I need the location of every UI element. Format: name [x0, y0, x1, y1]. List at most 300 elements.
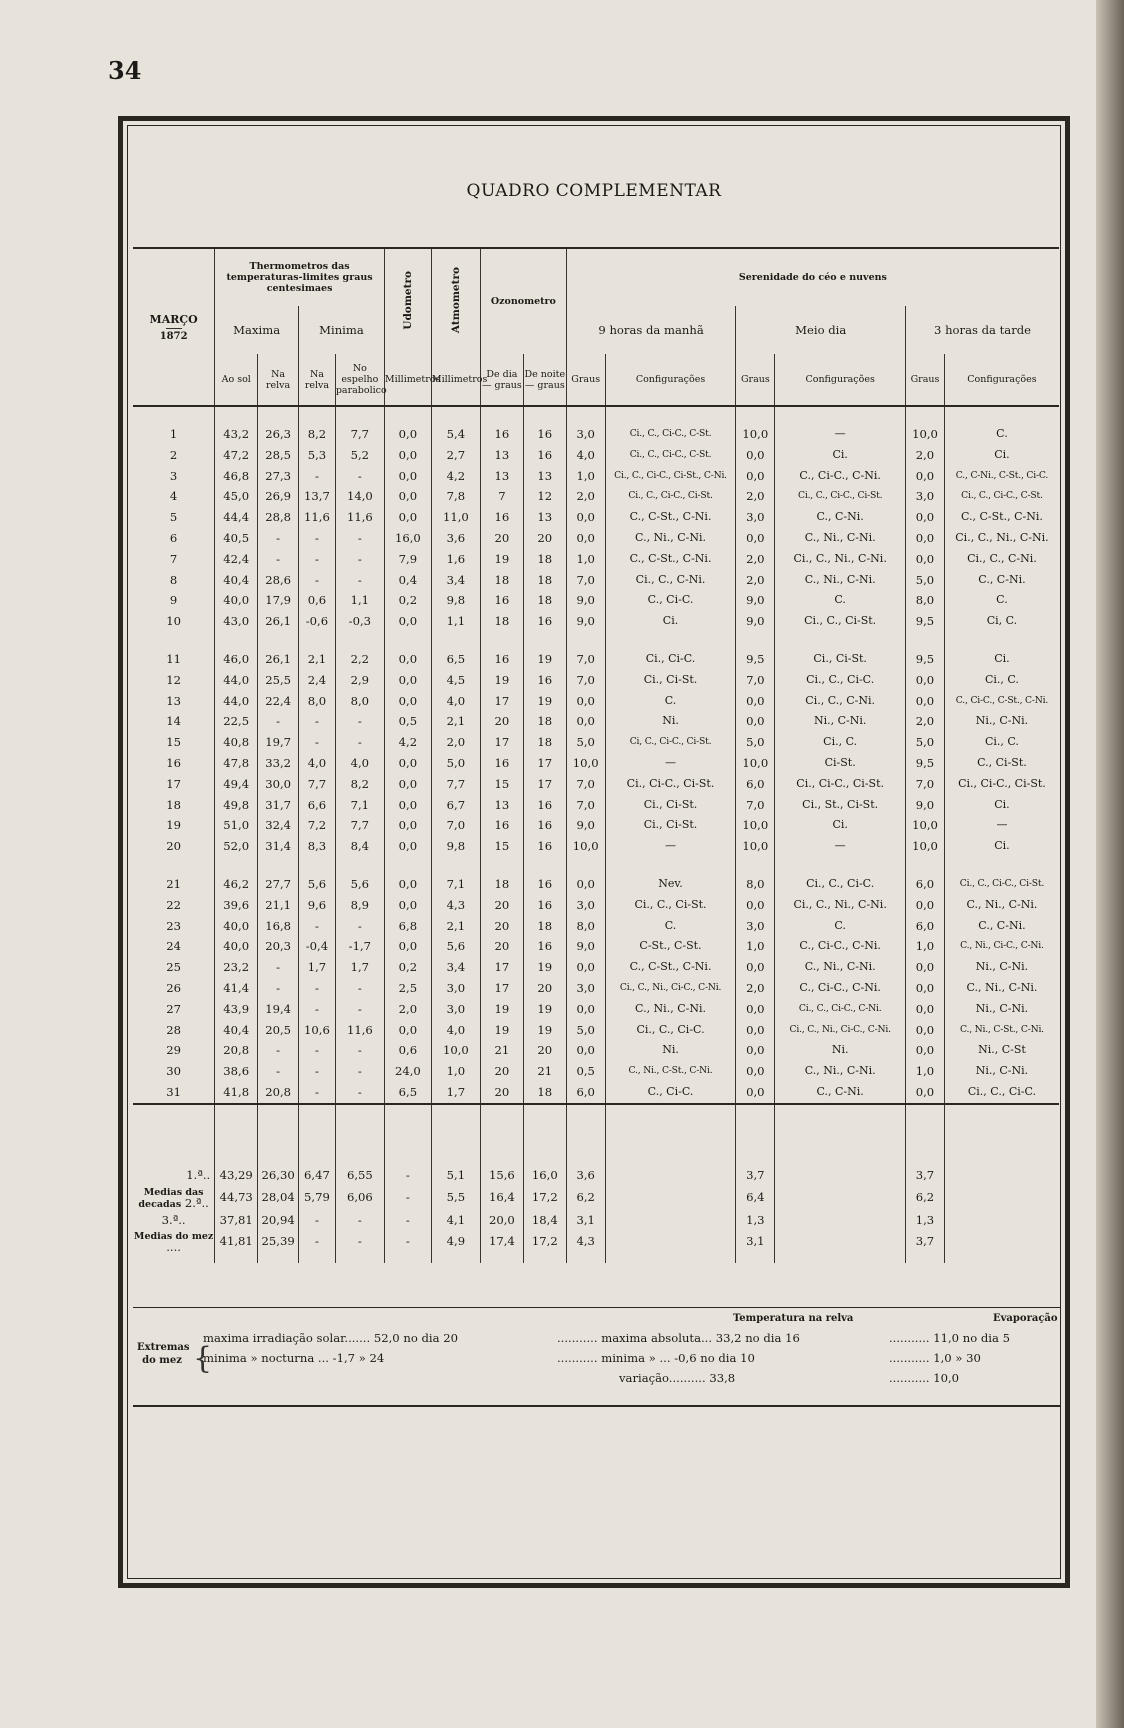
cell: Ci-St. — [775, 753, 906, 774]
cell: C., C-Ni. — [944, 916, 1059, 937]
cell: 6,6 — [299, 795, 336, 816]
cell: - — [299, 1040, 336, 1061]
row-label — [133, 1186, 215, 1210]
cell: 30,0 — [258, 774, 299, 795]
table-row — [133, 570, 1059, 591]
cell: 0,0 — [906, 691, 945, 712]
cell: 1,0 — [906, 1061, 945, 1082]
cell: 6,55 — [335, 1165, 384, 1186]
cell: - — [299, 978, 336, 999]
na-relva-max-header: Na relva — [258, 354, 299, 406]
cell: 9,5 — [906, 611, 945, 632]
cell: 3,7 — [736, 1165, 775, 1186]
cell: 19 — [523, 999, 566, 1020]
cell: 10,0 — [431, 1040, 480, 1061]
cell: 0,0 — [736, 466, 775, 487]
atmometro-header: Atmometro — [431, 248, 480, 354]
cell: Ni., C-St — [944, 1040, 1059, 1061]
cell: 2,4 — [299, 670, 336, 691]
cell: 7,0 — [431, 815, 480, 836]
cell: 10,0 — [566, 753, 605, 774]
cell: - — [299, 528, 336, 549]
cell: 6,5 — [384, 1082, 431, 1104]
cell: 6,0 — [906, 916, 945, 937]
cell: 0,2 — [384, 957, 431, 978]
cell: - — [299, 466, 336, 487]
cell: 0,0 — [906, 1082, 945, 1104]
cell: 47,8 — [215, 753, 258, 774]
row-label: 20 — [166, 839, 181, 854]
cell: 8,2 — [299, 424, 336, 445]
cell: Ci, C. — [944, 611, 1059, 632]
cell: 8,3 — [299, 836, 336, 857]
de-dia-header: De dia — graus — [480, 354, 523, 406]
cell: 16 — [523, 445, 566, 466]
cell: 49,4 — [215, 774, 258, 795]
cell: Ci., C. — [944, 670, 1059, 691]
table-row — [133, 874, 1059, 895]
cell: Ci., Ci-C., Ci-St. — [775, 774, 906, 795]
table-row — [133, 528, 1059, 549]
table-row — [133, 549, 1059, 570]
udo-unit-header: Millimetros — [384, 354, 431, 406]
cell: 10,0 — [736, 753, 775, 774]
cell: 0,0 — [384, 815, 431, 836]
cell: 16 — [523, 670, 566, 691]
cell: 10,0 — [906, 424, 945, 445]
cell: 26,1 — [258, 611, 299, 632]
cell: 19 — [523, 649, 566, 670]
table-body — [133, 406, 1059, 1263]
cell: 2,9 — [335, 670, 384, 691]
cell: 28,04 — [258, 1186, 299, 1210]
cell: Ci., C., Ci-C., Ci-St. — [605, 486, 736, 507]
cell: - — [335, 999, 384, 1020]
row-label: 25 — [166, 960, 181, 975]
table-frame — [118, 116, 1070, 1588]
cell: 13 — [480, 445, 523, 466]
cell: 18 — [523, 1082, 566, 1104]
month-mean-label: Medias do mez — [133, 1231, 214, 1243]
cell: 0,2 — [384, 590, 431, 611]
cell: 3,6 — [566, 1165, 605, 1186]
cell: 19 — [480, 999, 523, 1020]
cell: C., Ni., C-Ni. — [944, 978, 1059, 999]
cell: C., Ni., C-St., C-Ni. — [605, 1061, 736, 1082]
cell: 4,1 — [431, 1210, 480, 1231]
cell: 16 — [480, 649, 523, 670]
cell: 21,1 — [258, 895, 299, 916]
row-label: 27 — [166, 1001, 181, 1016]
cell: 41,8 — [215, 1082, 258, 1104]
cell: 7,0 — [566, 570, 605, 591]
cell: 16 — [480, 815, 523, 836]
row-label: 24 — [166, 939, 181, 954]
cell: 20 — [480, 936, 523, 957]
cell: 0,0 — [906, 957, 945, 978]
row-label: 6 — [169, 530, 178, 545]
row-label: 1.ª.. — [186, 1167, 211, 1182]
cell: - — [258, 1040, 299, 1061]
cell: 28,5 — [258, 445, 299, 466]
month-mean-dots: .... — [166, 1240, 181, 1255]
cell: 20 — [523, 528, 566, 549]
cell: C., Ni., C-Ni. — [775, 957, 906, 978]
cell: 4,5 — [431, 670, 480, 691]
cell: 20 — [480, 895, 523, 916]
page-number: 34 — [108, 56, 142, 85]
cell: 0,0 — [384, 874, 431, 895]
cell: 5,6 — [431, 936, 480, 957]
cell: 7,0 — [566, 795, 605, 816]
cell: 19 — [523, 1020, 566, 1041]
ext-line-3b: variação.......... 33,8 — [619, 1371, 736, 1385]
cell: 40,0 — [215, 916, 258, 937]
cell: 26,9 — [258, 486, 299, 507]
cell: 17,2 — [523, 1186, 566, 1210]
cell: 16 — [523, 611, 566, 632]
cell: 20 — [523, 1040, 566, 1061]
row-label: 13 — [166, 693, 181, 708]
table-row — [133, 507, 1059, 528]
cell: 4,9 — [431, 1230, 480, 1253]
cell: — — [775, 424, 906, 445]
cell: 0,0 — [906, 507, 945, 528]
table-row — [133, 916, 1059, 937]
cell: 4,0 — [566, 445, 605, 466]
cell: 2,0 — [736, 486, 775, 507]
cell: 0,0 — [906, 978, 945, 999]
cell: 0,0 — [566, 528, 605, 549]
cell: 31,7 — [258, 795, 299, 816]
cell: - — [299, 1210, 336, 1231]
cell: 3,0 — [566, 895, 605, 916]
cell: 0,0 — [384, 895, 431, 916]
serenidade-header: Serenidade do céo e nuvens — [566, 248, 1059, 306]
spacer-row — [133, 1253, 1059, 1263]
cell: Ci., C. — [944, 732, 1059, 753]
cell: 21 — [523, 1061, 566, 1082]
cell: - — [299, 916, 336, 937]
cell: 18 — [480, 874, 523, 895]
cell: 2,1 — [431, 916, 480, 937]
cell — [605, 1165, 736, 1186]
cell: 1,3 — [736, 1210, 775, 1231]
cell: 28,8 — [258, 507, 299, 528]
page-title: QUADRO COMPLEMENTAR — [466, 181, 722, 201]
cell: 5,79 — [299, 1186, 336, 1210]
cell: C., Ni., C-Ni. — [605, 528, 736, 549]
cell: 1,6 — [431, 549, 480, 570]
cell: Ci. — [944, 795, 1059, 816]
table-row — [133, 936, 1059, 957]
cell: 16 — [480, 507, 523, 528]
cell: 16 — [480, 424, 523, 445]
cell: C., C-Ni. — [944, 570, 1059, 591]
cell: Ci., C., Ci-C., C-St. — [944, 486, 1059, 507]
cell: 16 — [523, 895, 566, 916]
cell: 20 — [480, 916, 523, 937]
cell: 24,0 — [384, 1061, 431, 1082]
cell: - — [335, 732, 384, 753]
cell: 1,0 — [906, 936, 945, 957]
table-row — [133, 670, 1059, 691]
cell: — — [605, 753, 736, 774]
h3-header: 3 horas da tarde — [906, 306, 1059, 354]
cell: 4,2 — [431, 466, 480, 487]
meio-dia-header: Meio dia — [736, 306, 906, 354]
cell: 27,3 — [258, 466, 299, 487]
table-row — [133, 611, 1059, 632]
ext-line-2a: minima » nocturna ... -1,7 » 24 — [203, 1351, 385, 1365]
cell: Ci. — [605, 611, 736, 632]
row-label: 3 — [169, 468, 178, 483]
cell: 17,4 — [480, 1230, 523, 1253]
cell: 10,0 — [906, 815, 945, 836]
cell: 28,6 — [258, 570, 299, 591]
cell: 41,81 — [215, 1230, 258, 1253]
ext-line-1c: ........... 11,0 no dia 5 — [889, 1331, 1010, 1345]
cell: 0,0 — [566, 711, 605, 732]
cell: — — [944, 815, 1059, 836]
row-label: 5 — [169, 510, 178, 525]
cell — [775, 1165, 906, 1186]
cell: 43,9 — [215, 999, 258, 1020]
cell: C., Ni., C-Ni. — [775, 528, 906, 549]
cell: C., Ci-C., C-Ni. — [775, 978, 906, 999]
cell: Ci. — [944, 649, 1059, 670]
cell: 0,0 — [736, 691, 775, 712]
cell: C., Ni., C-Ni. — [944, 895, 1059, 916]
cell: 20 — [480, 528, 523, 549]
cell: 7,0 — [736, 795, 775, 816]
cell: 46,2 — [215, 874, 258, 895]
cell: 9,8 — [431, 590, 480, 611]
ext-line-3c: ........... 10,0 — [889, 1371, 960, 1385]
cell: Ni., C-Ni. — [775, 711, 906, 732]
cell: C., Ci-C., C-Ni. — [775, 936, 906, 957]
cell: - — [335, 1040, 384, 1061]
cell: 8,0 — [335, 691, 384, 712]
cell: 7,9 — [384, 549, 431, 570]
cell: 9,0 — [566, 815, 605, 836]
cell: 3,1 — [736, 1230, 775, 1253]
atmo-unit-header: Millimetros — [431, 354, 480, 406]
row-label: 10 — [166, 614, 181, 629]
cell: 1,7 — [335, 957, 384, 978]
cell: 0,0 — [566, 874, 605, 895]
spacer-row — [133, 632, 1059, 649]
cell: Ci., C., Ci-C., Ci-St. — [944, 874, 1059, 895]
cell: 8,0 — [566, 916, 605, 937]
cell: 9,0 — [566, 590, 605, 611]
cell: 9,0 — [906, 795, 945, 816]
cell: Ci., C., Ci-St. — [775, 611, 906, 632]
cell: 0,5 — [566, 1061, 605, 1082]
cell: 43,29 — [215, 1165, 258, 1186]
cell: 0,0 — [566, 999, 605, 1020]
cell: 18 — [523, 549, 566, 570]
cell: 15,6 — [480, 1165, 523, 1186]
cell: 19 — [480, 1020, 523, 1041]
cell: 19 — [523, 691, 566, 712]
cell: 0,0 — [384, 836, 431, 857]
cell: Ni. — [775, 1040, 906, 1061]
cell: 0,0 — [736, 1020, 775, 1041]
page-edge — [1096, 0, 1124, 1728]
cell: Ci., C., Ci-C. — [605, 1020, 736, 1041]
cell: 44,73 — [215, 1186, 258, 1210]
cell: 0,0 — [906, 670, 945, 691]
cell: 3,1 — [566, 1210, 605, 1231]
row-label: 9 — [169, 593, 178, 608]
cell: 1,0 — [566, 466, 605, 487]
cell — [944, 1210, 1059, 1231]
espelho-header: No espelho parabolico — [335, 354, 384, 406]
cell: 10,0 — [566, 836, 605, 857]
cell: 20,3 — [258, 936, 299, 957]
table-row — [133, 957, 1059, 978]
cell: - — [299, 711, 336, 732]
na-relva-min-header: Na relva — [299, 354, 336, 406]
cell: 9,5 — [736, 649, 775, 670]
ext-line-1b: ........... maxima absoluta... 33,2 no dia 16 — [557, 1331, 800, 1345]
config-header-2: Configurações — [775, 354, 906, 406]
cell: 8,2 — [335, 774, 384, 795]
cell: 0,0 — [736, 528, 775, 549]
cell: 6,0 — [566, 1082, 605, 1104]
cell: 8,0 — [906, 590, 945, 611]
cell: - — [299, 999, 336, 1020]
cell: 7,8 — [431, 486, 480, 507]
cell: 44,4 — [215, 507, 258, 528]
cell: Ci., C. — [775, 732, 906, 753]
cell: 16,0 — [523, 1165, 566, 1186]
cell: Ci., C., Ci-C., C-Ni. — [775, 999, 906, 1020]
table-row — [133, 590, 1059, 611]
table-row — [133, 649, 1059, 670]
cell: 20 — [523, 978, 566, 999]
cell: Ci., C., Ni., Ci-C., C-Ni. — [775, 1020, 906, 1041]
cell: 16,4 — [480, 1186, 523, 1210]
cell: 33,2 — [258, 753, 299, 774]
cell: C., Ci-C. — [605, 1082, 736, 1104]
cell: 3,0 — [906, 486, 945, 507]
cell: 4,3 — [566, 1230, 605, 1253]
extremes-label: Extremas do mez — [137, 1342, 190, 1366]
cell: Ci., C., Ci-C., Ci-St. — [775, 486, 906, 507]
cell: 9,5 — [906, 753, 945, 774]
spacer-row — [133, 1104, 1059, 1165]
cell: 0,0 — [384, 774, 431, 795]
thermometers-header: Thermometros das temperaturas-limites graus centesimaes — [215, 248, 385, 306]
cell: 15 — [480, 774, 523, 795]
cell: C., Ci-C. — [605, 590, 736, 611]
cell: Ci., Ci-C. — [605, 649, 736, 670]
cell: 6,0 — [906, 874, 945, 895]
cell: C. — [944, 590, 1059, 611]
ext-line-2c: ........... 1,0 » 30 — [889, 1351, 981, 1365]
row-label: 22 — [166, 897, 181, 912]
spacer-row — [133, 857, 1059, 874]
cell: 0,0 — [736, 1061, 775, 1082]
cell: 40,0 — [215, 936, 258, 957]
row-label: 18 — [166, 797, 181, 812]
cell — [775, 1210, 906, 1231]
cell: - — [335, 1230, 384, 1253]
cell: 18 — [480, 570, 523, 591]
cell — [605, 1210, 736, 1231]
cell: 5,6 — [299, 874, 336, 895]
decade-mean-row — [133, 1165, 1059, 1186]
cell: Ci., C., C-Ni. — [775, 691, 906, 712]
cell: 2,5 — [384, 978, 431, 999]
cell: - — [335, 711, 384, 732]
cell: Ci., Ci-St. — [605, 670, 736, 691]
cell: 6,2 — [906, 1186, 945, 1210]
cell: 0,0 — [384, 424, 431, 445]
cell: 7,2 — [299, 815, 336, 836]
cell: 0,0 — [736, 711, 775, 732]
cell: 17,2 — [523, 1230, 566, 1253]
cell: 1,7 — [431, 1082, 480, 1104]
means-label: Medias das decadas — [138, 1186, 204, 1210]
row-label: 4 — [169, 489, 178, 504]
cell: 22,5 — [215, 711, 258, 732]
cell: 1,0 — [431, 1061, 480, 1082]
cell: - — [299, 732, 336, 753]
cell: - — [335, 528, 384, 549]
cell: 6,4 — [736, 1186, 775, 1210]
cell: Ci., C., Ci-C. — [944, 1082, 1059, 1104]
cell: 0,0 — [906, 1020, 945, 1041]
row-label: 23 — [166, 918, 181, 933]
cell: - — [384, 1165, 431, 1186]
cell: 20,94 — [258, 1210, 299, 1231]
cell: 2,0 — [431, 732, 480, 753]
cell: 40,0 — [215, 590, 258, 611]
cell: 2,0 — [384, 999, 431, 1020]
cell: - — [384, 1210, 431, 1231]
row-label: 11 — [166, 651, 181, 666]
cell: 14,0 — [335, 486, 384, 507]
cell: 7,1 — [431, 874, 480, 895]
cell: Ci., C., Ni., Ci-C., C-Ni. — [605, 978, 736, 999]
cell: 4,0 — [431, 1020, 480, 1041]
cell: 19,4 — [258, 999, 299, 1020]
row-label: 12 — [166, 672, 181, 687]
cell: C., C-St., C-Ni. — [605, 549, 736, 570]
cell: 4,0 — [299, 753, 336, 774]
cell: 0,0 — [906, 466, 945, 487]
cell: 52,0 — [215, 836, 258, 857]
cell: 2,0 — [736, 978, 775, 999]
cell: - — [335, 570, 384, 591]
row-label: 3.ª.. — [161, 1212, 186, 1227]
cell: 11,6 — [335, 507, 384, 528]
cell: Ni., C-Ni. — [944, 1061, 1059, 1082]
cell: 7 — [480, 486, 523, 507]
row-label: 7 — [169, 551, 178, 566]
cell: 1,7 — [299, 957, 336, 978]
cell: 40,4 — [215, 1020, 258, 1041]
cell: — — [605, 836, 736, 857]
cell: 46,0 — [215, 649, 258, 670]
cell: 3,0 — [736, 507, 775, 528]
table-row — [133, 753, 1059, 774]
cell: Ni., C-Ni. — [944, 711, 1059, 732]
cell: 0,0 — [384, 507, 431, 528]
